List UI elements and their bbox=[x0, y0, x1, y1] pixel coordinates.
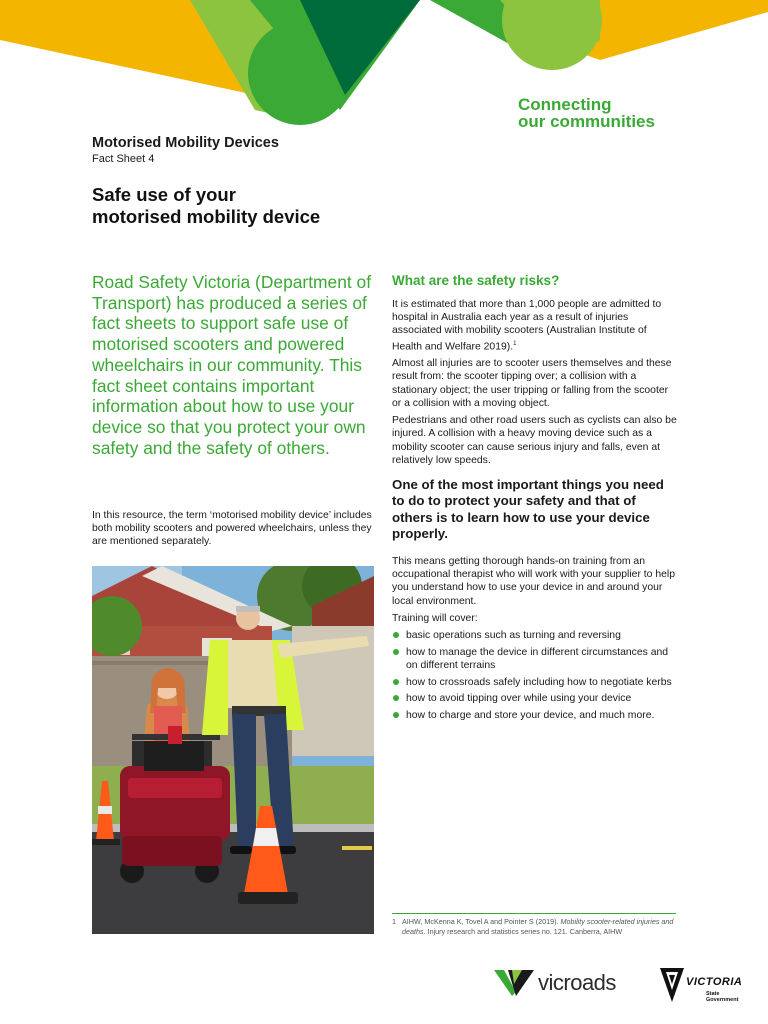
footnote-text bbox=[392, 917, 676, 936]
list-item-text: basic operations such as turning and reversing bbox=[406, 629, 621, 641]
training-paragraph: This means getting thorough hands-on training from an occupational therapist who will work with your supplier to help you understand how to use your device in and around your local environment. bbox=[392, 555, 675, 607]
footnote-ref: 1 bbox=[513, 340, 517, 347]
risks-paragraph-2: Almost all injuries are to scooter users themselves and these result from: the scooter tipping over; a collision with a stationary object; the user tripping or falling from the scooter or a collision with a moving object. bbox=[392, 358, 672, 409]
vicroads-wordmark: vicroads bbox=[538, 970, 616, 995]
state-government-label bbox=[706, 991, 738, 1003]
list-item-text: how to crossroads safely including how to negotiate kerbs bbox=[406, 676, 672, 688]
list-item-text: how to avoid tipping over while using your device bbox=[406, 693, 632, 705]
list-item bbox=[392, 692, 678, 705]
tagline bbox=[518, 96, 655, 130]
risks-paragraph-1-text: It is estimated that more than 1,000 people are admitted to hospital in Australia each year as a result of injuries associated with mobility scooters (Australian Institute of Health and Welfare 2019). bbox=[392, 299, 662, 353]
intro-note: In this resource, the term ‘motorised mobility device’ includes both mobility scooters and powered wheelchairs, unless they are mentioned separately. bbox=[92, 510, 372, 547]
right-column bbox=[392, 273, 678, 726]
fact-sheet-number: Fact Sheet 4 bbox=[92, 153, 155, 165]
state-label: State bbox=[706, 991, 720, 997]
training-list bbox=[392, 629, 678, 722]
page-title bbox=[92, 184, 392, 228]
footnote-title: Mobility scooter-related injuries and deaths. bbox=[402, 917, 674, 936]
government-label: Government bbox=[706, 997, 739, 1003]
list-item-text: how to charge and store your device, and much more. bbox=[406, 709, 655, 721]
risks-paragraph-3: Pedestrians and other road users such as cyclists can also be injured. A collision with a heavy moving device such as a mobility scooter can cause serious injury and falls, even at relatively low speeds. bbox=[392, 415, 677, 466]
tagline-line-1: Connecting bbox=[518, 95, 612, 114]
intro-lead: Road Safety Victoria (Department of Transport) has produced a series of fact sheets to support safe use of motorised scooters and powered wheelchairs in our community. This fact sheet contains important information about how to use your device so that you protect your own safety and the safety of others. bbox=[92, 272, 372, 458]
victoria-wordmark: VICTORIA bbox=[686, 976, 743, 988]
list-item-text: how to manage the device in different circumstances and on different terrains bbox=[406, 646, 669, 671]
page-title-line-1: Safe use of your bbox=[92, 184, 236, 205]
bullet-icon bbox=[393, 649, 399, 655]
list-item bbox=[392, 676, 678, 689]
series-title: Motorised Mobility Devices bbox=[92, 135, 279, 151]
tagline-line-2: our communities bbox=[518, 112, 655, 131]
training-list-intro: Training will cover: bbox=[392, 612, 478, 624]
footnote-authors: AIHW, McKenna K, Tovel A and Pointer S (2019). bbox=[402, 917, 559, 926]
training-callout: One of the most important things you need to do to protect your safety and that of others is to learn how to use your device properly. bbox=[392, 476, 664, 542]
footnote bbox=[392, 913, 676, 936]
bullet-icon bbox=[393, 679, 399, 685]
bullet-icon bbox=[393, 695, 399, 701]
footnote-number: 1 bbox=[392, 917, 396, 926]
list-item bbox=[392, 629, 678, 642]
list-item bbox=[392, 646, 678, 672]
bullet-icon bbox=[393, 632, 399, 638]
list-item bbox=[392, 709, 678, 722]
training-photo bbox=[92, 566, 374, 934]
risks-paragraph-1 bbox=[392, 298, 678, 353]
bullet-icon bbox=[393, 712, 399, 718]
footnote-series: Injury research and statistics series no. 121. Canberra, AIHW bbox=[427, 926, 623, 936]
page-title-line-2: motorised mobility device bbox=[92, 206, 321, 227]
safety-risks-heading: What are the safety risks? bbox=[392, 273, 560, 288]
